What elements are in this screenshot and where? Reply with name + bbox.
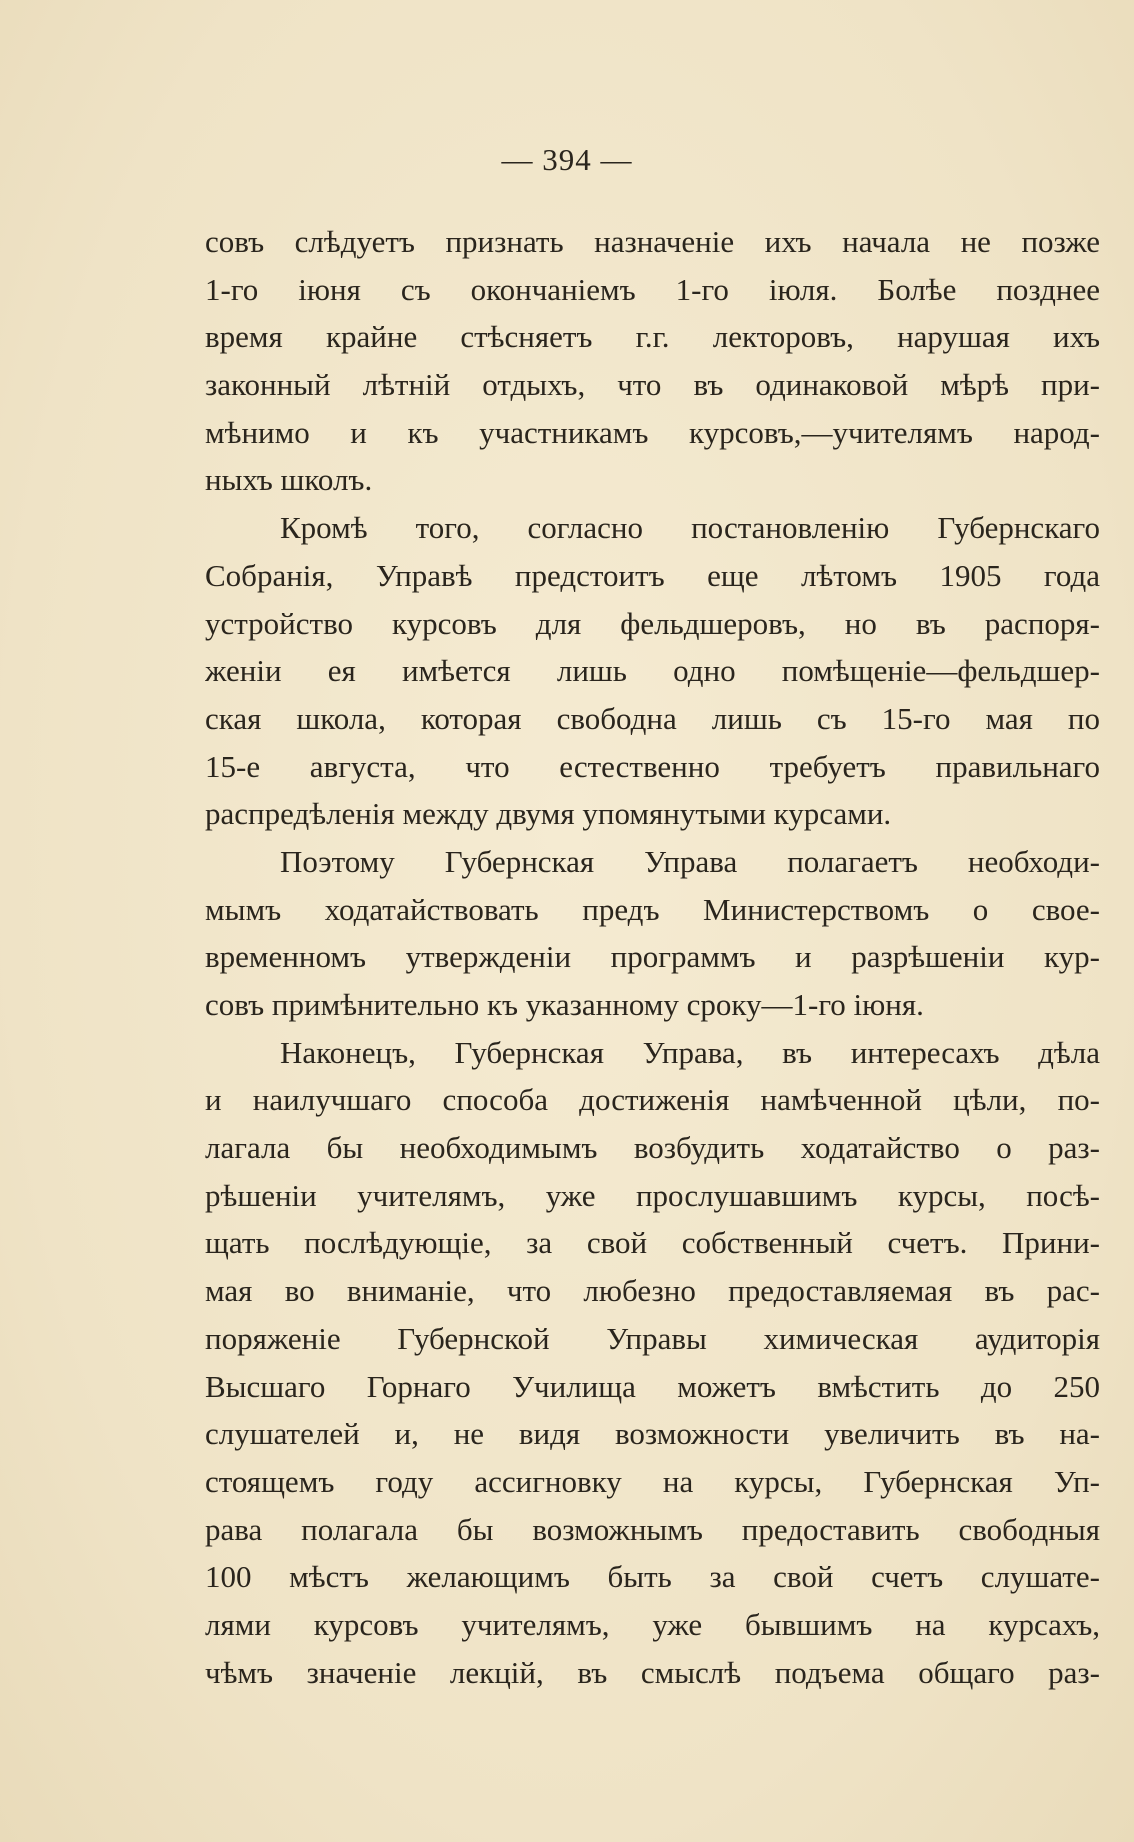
text-line: совъ примѣнительно къ указанному срoку—1-го іюня. [205, 987, 924, 1022]
text-line: чѣмъ значеніе лекцій, въ смыслѣ подъема общаго раз- [205, 1654, 1100, 1690]
text-line: Кромѣ того, согласно постановленію Губернскаго [280, 510, 1100, 546]
text-line: ныхъ школъ. [205, 462, 373, 498]
text-line: временномъ утвержденіи программъ и разрѣшеніи кур- [205, 939, 1100, 975]
text-line: мымъ ходатайствовать предъ Министерствомъ о свое- [205, 891, 1100, 927]
text-line: совъ слѣдуетъ признать назначеніе ихъ начала не позже [205, 224, 1100, 259]
text-line: законный лѣтній отдыхъ, что въ одинаковой мѣрѣ при- [205, 367, 1100, 403]
text-line: время крайне стѣсняетъ г.г. лекторовъ, нарушая ихъ [205, 319, 1100, 355]
text-line: 15-е августа, что естественно требуетъ правильнаго [205, 748, 1100, 784]
text-line: слушателей и, не видя возможности увеличить въ на- [205, 1416, 1100, 1452]
text-line: Высшаго Горнаго Училища можетъ вмѣстить до 250 [205, 1368, 1100, 1404]
page-number: — 394 — [501, 142, 633, 177]
text-line: лагала бы необходимымъ возбудить ходатайство о раз- [205, 1130, 1100, 1166]
body-text [205, 218, 1100, 1696]
text-line: распредѣленія между двумя упомянутыми курсами. [205, 796, 892, 832]
text-line: рава полагала бы возможнымъ предоставить свободныя [205, 1511, 1100, 1547]
text-line: лями курсовъ учителямъ, уже бывшимъ на курсахъ, [205, 1606, 1100, 1642]
text-line: щать послѣдующіе, за свой собственный счетъ. Прини- [205, 1225, 1100, 1261]
text-line: мая во вниманіе, что любезно предоставляемая въ рас- [205, 1273, 1100, 1309]
text-line: женіи ея имѣется лишь одно помѣщеніе—фельдшер- [205, 653, 1100, 689]
text-line: мѣнимо и къ участникамъ курсовъ,—учителямъ народ- [205, 414, 1100, 450]
text-line: Собранія, Управѣ предстоитъ еще лѣтомъ 1905 года [205, 557, 1100, 593]
text-line: Поэтому Губернская Управа полагаетъ необходи- [280, 843, 1100, 879]
text-line: стоящемъ году ассигновку на курсы, Губернская Уп- [205, 1463, 1100, 1499]
text-line: 100 мѣстъ желающимъ быть за свой счетъ слушате- [205, 1559, 1100, 1595]
text-line: 1-го іюня съ окончаніемъ 1-го іюля. Болѣе позднее [205, 271, 1100, 307]
text-line: рѣшеніи учителямъ, уже прослушавшимъ курсы, посѣ- [205, 1177, 1100, 1213]
text-line: устройство курсовъ для фельдшеровъ, но въ распоря- [205, 605, 1100, 641]
text-line: и наилучшаго способа достиженія намѣченной цѣли, по- [205, 1082, 1100, 1118]
text-line: поряженіе Губернской Управы химическая аудиторія [205, 1320, 1100, 1356]
text-line: ская школа, которая свободна лишь съ 15-го мая по [205, 700, 1100, 736]
text-line: Наконецъ, Губернская Управа, въ интересахъ дѣла [280, 1034, 1100, 1070]
